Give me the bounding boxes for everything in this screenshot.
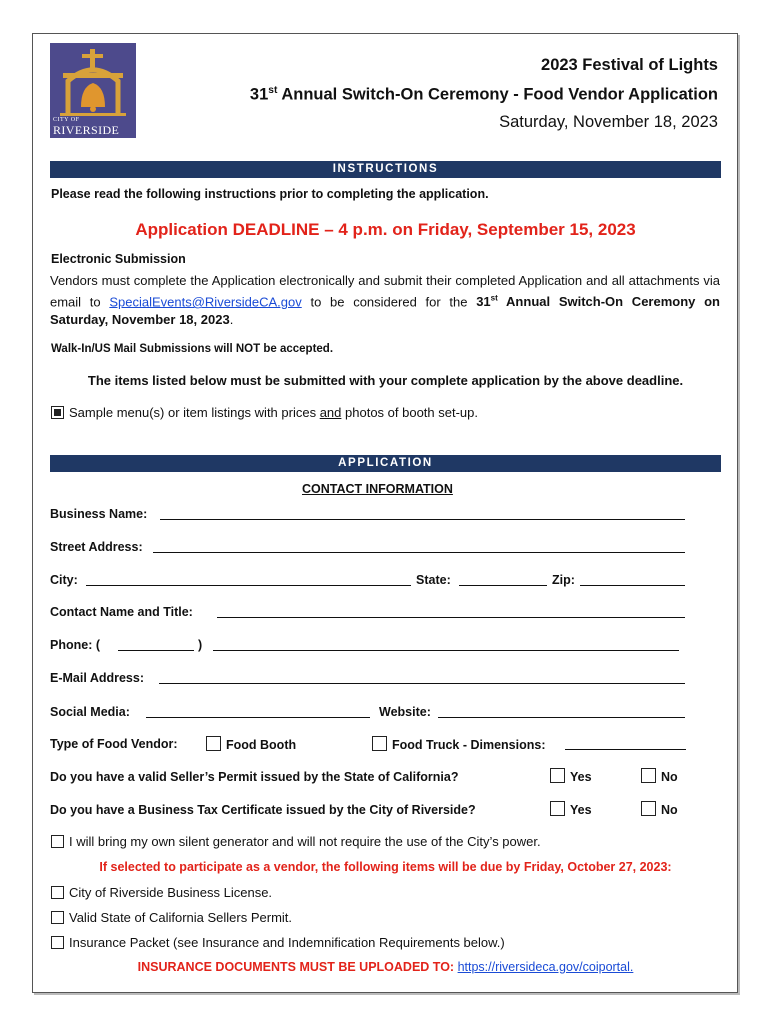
- instructions-intro: Please read the following instructions prior to completing the application.: [51, 187, 489, 201]
- page-subtitle: 31st Annual Switch-On Ceremony - Food Vendor Application: [249, 85, 718, 104]
- insurance-item[interactable]: Insurance Packet (see Insurance and Indemnification Requirements below.): [51, 935, 505, 952]
- city-label: City:: [50, 573, 78, 587]
- sellers-permit-yes[interactable]: Yes: [550, 768, 592, 784]
- permit-checkbox[interactable]: [51, 911, 64, 924]
- phone-number-field[interactable]: [213, 650, 679, 651]
- tax-certificate-question: Do you have a Business Tax Certificate issued by the City of Riverside?: [50, 803, 476, 817]
- tax-certificate-yes[interactable]: Yes: [550, 801, 592, 817]
- phone-label: Phone: (: [50, 638, 100, 652]
- items-note: The items listed below must be submitted with your complete application by the above deadline.: [87, 373, 684, 388]
- permit-item[interactable]: Valid State of California Sellers Permit.: [51, 910, 292, 927]
- license-item[interactable]: City of Riverside Business License.: [51, 885, 272, 902]
- due-note: If selected to participate as a vendor, the following items will be due by Friday, October 27, 2023:: [99, 860, 672, 874]
- license-checkbox[interactable]: [51, 886, 64, 899]
- upload-note: [50, 960, 721, 974]
- business-name-field[interactable]: [160, 519, 685, 520]
- social-media-label: Social Media:: [50, 705, 130, 719]
- state-label: State:: [416, 573, 451, 587]
- phone-area-field[interactable]: [118, 650, 194, 651]
- email-link[interactable]: SpecialEvents@RiversideCA.gov: [109, 294, 302, 310]
- sellers-no-checkbox[interactable]: [641, 768, 656, 783]
- sellers-permit-no[interactable]: No: [641, 768, 678, 784]
- sample-menu-item: Sample menu(s) or item listings with prices and photos of booth set-up.: [51, 405, 478, 422]
- generator-checkbox[interactable]: [51, 835, 64, 848]
- sellers-permit-question: Do you have a valid Seller’s Permit issued by the State of California?: [50, 770, 459, 784]
- upload-label: INSURANCE DOCUMENTS MUST BE UPLOADED TO:: [137, 960, 455, 974]
- event-date: Saturday, November 18, 2023: [499, 113, 718, 131]
- insurance-checkbox[interactable]: [51, 936, 64, 949]
- page-title: 2023 Festival of Lights: [541, 56, 718, 74]
- city-field[interactable]: [86, 585, 411, 586]
- application-bar: APPLICATION: [50, 455, 721, 472]
- email-label: E-Mail Address:: [50, 671, 145, 685]
- tax-no-checkbox[interactable]: [641, 801, 656, 816]
- sellers-yes-checkbox[interactable]: [550, 768, 565, 783]
- logo-small-text: CITY OF: [53, 117, 80, 123]
- street-address-label: Street Address:: [50, 540, 143, 554]
- food-booth-checkbox[interactable]: [206, 736, 221, 751]
- website-field[interactable]: [438, 717, 685, 718]
- food-truck-dimensions-field[interactable]: [565, 749, 686, 750]
- tax-yes-checkbox[interactable]: [550, 801, 565, 816]
- phone-close: ): [198, 638, 203, 652]
- social-media-field[interactable]: [146, 717, 370, 718]
- state-field[interactable]: [459, 585, 547, 586]
- contact-name-label: Contact Name and Title:: [50, 605, 193, 619]
- street-address-field[interactable]: [153, 552, 685, 553]
- electronic-heading: Electronic Submission: [51, 252, 186, 266]
- city-logo: [50, 43, 136, 138]
- application-deadline: Application DEADLINE – 4 p.m. on Friday, September 15, 2023: [135, 220, 636, 239]
- email-field[interactable]: [159, 683, 685, 684]
- vendor-type-label: Type of Food Vendor:: [50, 737, 178, 751]
- generator-item[interactable]: I will bring my own silent generator and will not require the use of the City’s power.: [51, 834, 541, 851]
- contact-heading: CONTACT INFORMATION: [302, 482, 453, 496]
- instructions-bar: INSTRUCTIONS: [50, 161, 721, 178]
- food-truck-checkbox[interactable]: [372, 736, 387, 751]
- instructions-paragraph: Vendors must complete the Application electronically and submit their completed Application and all attachments via email to SpecialEvents@RiversideCA.gov to be considered for the 31st Annual Switch-On Ceremony on Saturday, November 18, 2023.: [50, 273, 720, 328]
- food-truck-option[interactable]: Food Truck - Dimensions:: [372, 736, 546, 752]
- website-label: Website:: [379, 705, 431, 719]
- food-booth-option[interactable]: Food Booth: [206, 736, 296, 752]
- tax-certificate-no[interactable]: No: [641, 801, 678, 817]
- business-name-label: Business Name:: [50, 507, 148, 521]
- coi-portal-link[interactable]: https://riversideca.gov/coiportal.: [457, 960, 634, 974]
- contact-name-field[interactable]: [217, 617, 685, 618]
- zip-field[interactable]: [580, 585, 685, 586]
- zip-label: Zip:: [552, 573, 575, 587]
- sample-menu-checkbox[interactable]: [51, 406, 64, 419]
- logo-big-text: RIVERSIDE: [53, 123, 120, 137]
- walkin-note: Walk-In/US Mail Submissions will NOT be accepted.: [51, 343, 334, 355]
